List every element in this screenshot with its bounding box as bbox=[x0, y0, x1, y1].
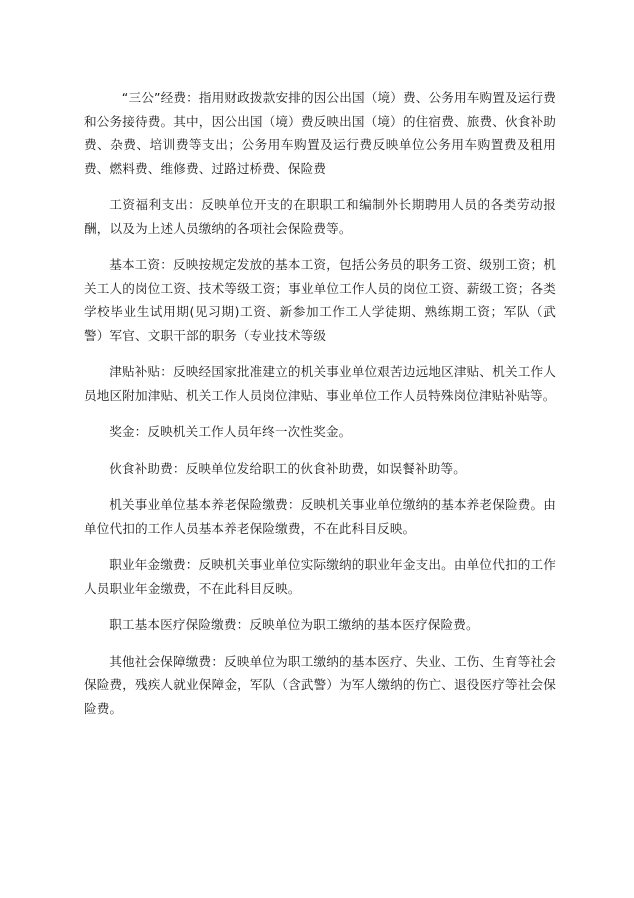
paragraph-other-social-security: 其他社会保障缴费：反映单位为职工缴纳的基本医疗、失业、工伤、生育等社会保险费，残疾人就业保障金，军队（含武警）为军人缴纳的伤亡、退役医疗等社会保险费。 bbox=[84, 653, 556, 716]
paragraph-meal-subsidy: 伙食补助费：反映单位发给职工的伙食补助费，如误餐补助等。 bbox=[109, 460, 467, 476]
document-body bbox=[84, 86, 556, 733]
paragraph-basic-wages: 基本工资：反映按规定发放的基本工资，包括公务员的职务工资、级别工资；机关工人的岗位工资、技术等级工资；事业单位工作人员的岗位工资、薪级工资；各类学校毕业生试用期(见习期)工资、新参加工作工人学徒期、熟练期工资；军队（武警）军官、文职干部的职务（专业技术等级 bbox=[84, 257, 556, 343]
paragraph-allowances: 津贴补贴：反映经国家批准建立的机关事业单位艰苦边远地区津贴、机关工作人员地区附加津贴、机关工作人员岗位津贴、事业单位工作人员特殊岗位津贴补贴等。 bbox=[84, 364, 556, 403]
paragraph-medical-insurance: 职工基本医疗保险缴费：反映单位为职工缴纳的基本医疗保险费。 bbox=[109, 617, 479, 632]
paragraph-sangong-expenses: “三公”经费：指用财政拨款安排的因公出国（境）费、公务用车购置及运行费和公务接待费。其中，因公出国（境）费反映出国（境）的住宿费、旅费、伙食补助费、杂费、培训费等支出；公务用车购置及运行费反映单位公务用车购置费及租用费、燃料费、维修费、过路过桥费、保险费 bbox=[84, 90, 556, 176]
paragraph-wages-welfare: 工资福利支出：反映单位开支的在职职工和编制外长期聘用人员的各类劳动报酬，以及为上述人员缴纳的各项社会保险费等。 bbox=[84, 197, 556, 236]
paragraph-pension-insurance: 机关事业单位基本养老保险缴费：反映机关事业单位缴纳的基本养老保险费。由单位代扣的工作人员基本养老保险缴费，不在此科目反映。 bbox=[84, 497, 556, 536]
paragraph-bonus: 奖金：反映机关工作人员年终一次性奖金。 bbox=[109, 424, 352, 439]
paragraph-occupational-annuity: 职业年金缴费：反映机关事业单位实际缴纳的职业年金支出。由单位代扣的工作人员职业年金缴费，不在此科目反映。 bbox=[84, 557, 556, 596]
